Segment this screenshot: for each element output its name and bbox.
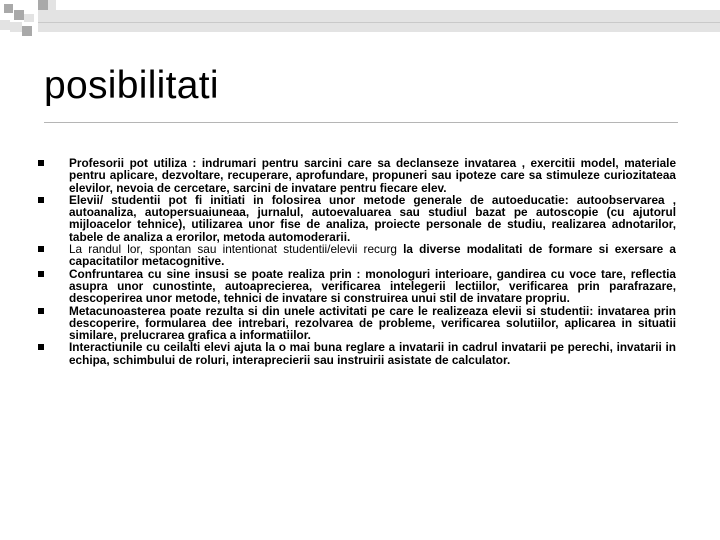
square-bullet-icon [38, 160, 44, 166]
square-bullet-icon [38, 246, 44, 252]
bullet-text-bold: la diverse modalitati de formare si exersare a capacitatilor metacognitive. [69, 242, 676, 269]
slide-title: posibilitati [44, 64, 219, 107]
bullet-text: Elevii/ studentii pot fi initiati in folosirea unor metode generale de autoeducatie: autoobservarea , autoanaliza, autopersuaiuneaa, jurnalul, autoevaluarea sau studiul bazat pe autoscopie (cu ajutorul mijloacelor tehnice), utilizarea unor fise de analiza, proiecte personale de studiu, realizarea adnotarilor, tabele de analiza a erorilor, metoda automoderarii. [69, 192, 676, 244]
top-decorative-line [38, 22, 720, 23]
bullet-text: Profesorii pot utiliza : indrumari pentru sarcini care sa declanseze invatarea , exercitii model, materiale pentru aplicare, dezvoltare, recuperare, aprofundare, propuneri sau ipoteze care sa stimuleze curiozitateaa elevilor, nevoia de cercetare, sarcini de invatare pentru fiecare elev. [69, 156, 676, 195]
bullet-list [36, 157, 676, 366]
square-bullet-icon [38, 344, 44, 350]
bullet-text-normal: La randul lor, spontan sau intentionat studentii/elevii recurg [69, 242, 404, 257]
bullet-item [36, 305, 676, 342]
square-bullet-icon [38, 271, 44, 277]
bullet-item [36, 243, 676, 268]
bullet-item [36, 157, 676, 194]
bullet-text: Confruntarea cu sine insusi se poate realiza prin : monologuri interioare, gandirea cu voce tare, reflectia asupra unor cunostinte, autoaprecierea, verificarea intelegerii lectiilor, verificarea prin parafrazare, descoperirea unor metode, tehnici de invatare si construirea unui stil de invatare propriu. [69, 266, 676, 306]
bullet-text: Interactiunile cu ceilalti elevi ajuta la o mai buna reglare a invatarii in cadrul invatarii pe perechi, invatarii in echipa, schimbului de roluri, interaprecierii sau instruirii asistate de calculator. [69, 340, 676, 367]
square-bullet-icon [38, 308, 44, 314]
square-bullet-icon [38, 197, 44, 203]
bullet-item [36, 194, 676, 243]
title-divider [44, 122, 678, 123]
bullet-item [36, 268, 676, 305]
top-decorative-band [38, 10, 720, 32]
bullet-item [36, 341, 676, 366]
bullet-text: Metacunoasterea poate rezulta si din unele activitati pe care le realizeaza elevii si studentii: invatarea prin descoperire, formularea dee intrebari, rezolvarea de probleme, verificarea solutiilor, aplicarea in situatii similare, prelucrarea grafica a informatiilor. [69, 303, 676, 343]
